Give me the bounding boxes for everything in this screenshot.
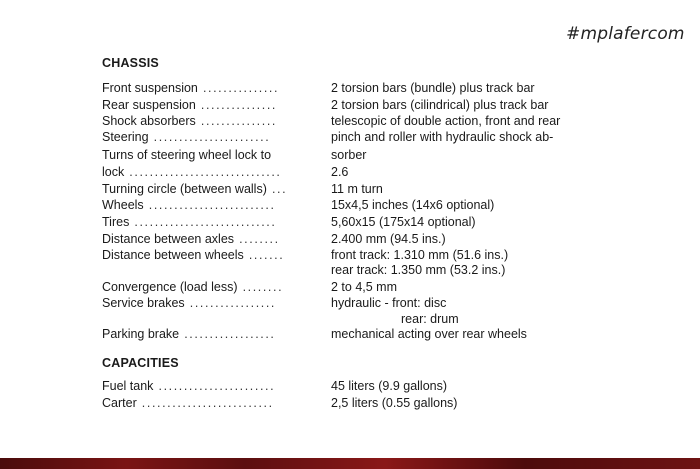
- leader-dots: ..........................: [136, 396, 274, 410]
- spec-label: [102, 197, 317, 213]
- spec-value: 45 liters (9.9 gallons): [331, 379, 448, 393]
- capacities-heading: CAPACITIES: [102, 356, 179, 370]
- leader-dots: .......................: [148, 130, 271, 144]
- leader-dots: ........: [237, 280, 284, 294]
- spec-label: [102, 378, 317, 394]
- spec-label-text: Distance between axles: [102, 232, 235, 246]
- spec-value: 11 m turn: [331, 182, 383, 196]
- spec-value: sorber: [331, 148, 367, 162]
- spec-value: 2 torsion bars (cilindrical) plus track bar: [331, 98, 549, 112]
- spec-label-text: Rear suspension: [102, 98, 196, 112]
- spec-value: 2,5 liters (0.55 gallons): [331, 396, 458, 410]
- spec-label: [102, 326, 317, 342]
- spec-label: [102, 231, 317, 247]
- spec-label-text: Shock absorbers: [102, 114, 196, 128]
- spec-label: [102, 279, 317, 295]
- leader-dots: ..............................: [124, 165, 282, 179]
- spec-label: [102, 97, 317, 113]
- spec-label-text: Turning circle (between walls): [102, 182, 267, 196]
- spec-label-text: Wheels: [102, 198, 144, 212]
- spec-value: 2.400 mm (94.5 ins.): [331, 232, 446, 246]
- spec-label-text: Tires: [102, 215, 130, 229]
- spec-label: [102, 129, 317, 145]
- spec-value: 2 torsion bars (bundle) plus track bar: [331, 81, 535, 95]
- spec-label: [102, 247, 317, 263]
- watermark-text: #mplafercom: [566, 24, 685, 44]
- leader-dots: ...............: [197, 81, 280, 95]
- spec-label-text: Parking brake: [102, 327, 180, 341]
- leader-dots: .......................: [153, 379, 276, 393]
- leader-dots: .......: [243, 248, 285, 262]
- leader-dots: ..................: [179, 327, 276, 341]
- spec-label-text: Front suspension: [102, 81, 198, 95]
- spec-label-text: lock: [102, 165, 125, 179]
- leader-dots: ............................: [129, 215, 277, 229]
- page-bottom-edge: [0, 458, 700, 469]
- leader-dots: ...............: [195, 98, 277, 112]
- spec-value: 2.6: [331, 165, 349, 179]
- chassis-heading: CHASSIS: [102, 56, 159, 70]
- spec-value: mechanical acting over rear wheels: [331, 327, 527, 341]
- spec-value: pinch and roller with hydraulic shock ab-: [331, 130, 554, 144]
- leader-dots: .........................: [143, 198, 276, 212]
- spec-label: [102, 395, 317, 411]
- spec-value: hydraulic - front: disc: [331, 296, 447, 310]
- spec-label: [102, 295, 317, 311]
- spec-label: [102, 214, 317, 230]
- leader-dots: ........: [234, 232, 280, 246]
- spec-label: [102, 113, 317, 129]
- spec-value: telescopic of double action, front and rear: [331, 114, 561, 128]
- leader-dots: .................: [184, 296, 276, 310]
- spec-value: 2 to 4,5 mm: [331, 280, 397, 294]
- spec-label: [102, 80, 317, 96]
- spec-label-text: Carter: [102, 396, 137, 410]
- spec-value: rear: drum: [401, 312, 459, 326]
- spec-value: 5,60x15 (175x14 optional): [331, 215, 476, 229]
- leader-dots: ...............: [195, 114, 277, 128]
- spec-value: front track: 1.310 mm (51.6 ins.): [331, 248, 509, 262]
- spec-label: [102, 164, 317, 180]
- spec-label: [102, 147, 317, 163]
- spec-label: [102, 181, 317, 197]
- spec-label-text: Turns of steering wheel lock to: [102, 148, 272, 162]
- leader-dots: ...: [266, 182, 288, 196]
- spec-label-text: Fuel tank: [102, 379, 154, 393]
- spec-value: rear track: 1.350 mm (53.2 ins.): [331, 263, 506, 277]
- spec-label-text: Distance between wheels: [102, 248, 244, 262]
- spec-value: 15x4,5 inches (14x6 optional): [331, 198, 495, 212]
- spec-label-text: Steering: [102, 130, 149, 144]
- spec-label-text: Service brakes: [102, 296, 185, 310]
- spec-label-text: Convergence (load less): [102, 280, 238, 294]
